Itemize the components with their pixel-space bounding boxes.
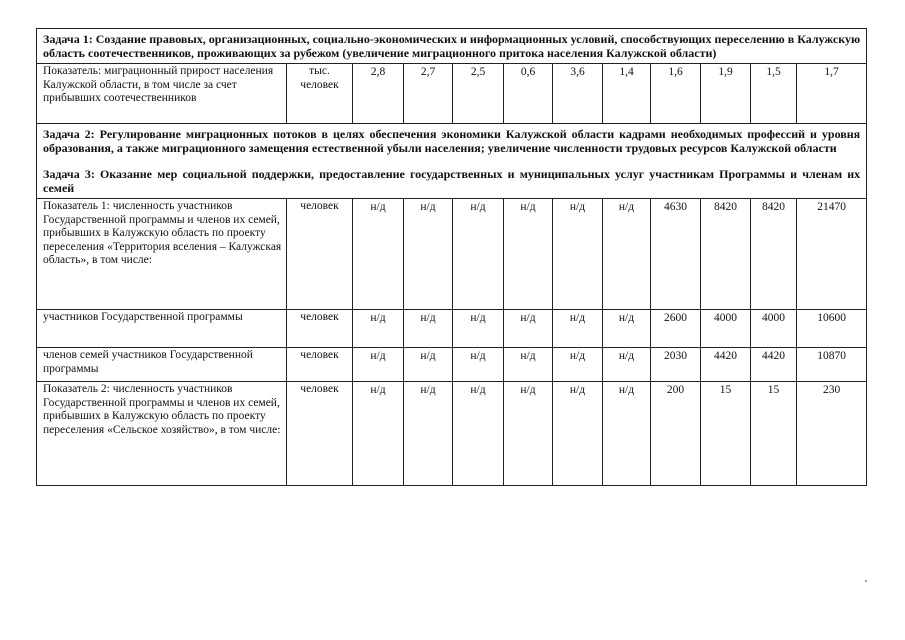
- indicator-2-agriculture: Показатель 2: численность участников Государственной программы и членов их семей, прибывших в Калужскую область по проекту переселения «Сельское хозяйство», в том числе:: [37, 382, 287, 486]
- value-cell: н/д: [353, 310, 404, 348]
- value-cell: 2,7: [404, 64, 453, 124]
- value-cell: 10600: [797, 310, 867, 348]
- task-1-text: Задача 1: Создание правовых, организационных, социально-экономических и информационных условий, способствующих переселению в Калужскую область соотечественников, проживающих за рубежом (увеличение миграционного притока населения Калужской области): [43, 32, 861, 60]
- value-cell: н/д: [504, 382, 553, 486]
- value-cell: н/д: [353, 199, 404, 310]
- value-cell: н/д: [404, 310, 453, 348]
- indicator-migration-growth: Показатель: миграционный прирост населения Калужской области, в том числе за счет прибывших соотечественников: [37, 64, 287, 124]
- value-cell: 4420: [701, 348, 751, 382]
- value-cell: н/д: [553, 199, 603, 310]
- value-cell: н/д: [504, 199, 553, 310]
- value-cell: 1,9: [701, 64, 751, 124]
- value-cell: 3,6: [553, 64, 603, 124]
- task-1-row: [37, 29, 867, 64]
- value-cell: н/д: [603, 310, 651, 348]
- value-cell: 15: [751, 382, 797, 486]
- value-cell: 8420: [701, 199, 751, 310]
- unit-cell: человек: [287, 199, 353, 310]
- value-cell: н/д: [404, 348, 453, 382]
- table-row: [37, 199, 867, 310]
- scan-speck: [865, 580, 867, 582]
- value-cell: н/д: [553, 310, 603, 348]
- value-cell: 10870: [797, 348, 867, 382]
- value-cell: н/д: [353, 348, 404, 382]
- value-cell: н/д: [504, 310, 553, 348]
- indicator-1-participants-total: Показатель 1: численность участников Государственной программы и членов их семей, прибывших в Калужскую область по проекту переселения «Территория вселения – Калужская область», в том числе:: [37, 199, 287, 310]
- value-cell: 2,8: [353, 64, 404, 124]
- value-cell: н/д: [603, 382, 651, 486]
- indicators-table: [36, 28, 867, 486]
- value-cell: 0,6: [504, 64, 553, 124]
- value-cell: н/д: [553, 348, 603, 382]
- task-2-3-heading: [37, 124, 867, 199]
- value-cell: н/д: [453, 348, 504, 382]
- task-1-heading: [37, 29, 867, 64]
- value-cell: 21470: [797, 199, 867, 310]
- value-cell: 8420: [751, 199, 797, 310]
- value-cell: 200: [651, 382, 701, 486]
- value-cell: 4630: [651, 199, 701, 310]
- table-row: [37, 64, 867, 124]
- task-2-3-row: [37, 124, 867, 199]
- value-cell: н/д: [404, 199, 453, 310]
- value-cell: н/д: [453, 382, 504, 486]
- value-cell: 1,7: [797, 64, 867, 124]
- value-cell: н/д: [404, 382, 453, 486]
- unit-cell: человек: [287, 382, 353, 486]
- value-cell: 1,5: [751, 64, 797, 124]
- value-cell: н/д: [453, 199, 504, 310]
- task-2-text: Задача 2: Регулирование миграционных потоков в целях обеспечения экономики Калужской области кадрами необходимых профессий и уровня образования, а также миграционного замещения естественной убыли населения; увеличение численности трудовых ресурсов Калужской области: [43, 127, 861, 155]
- unit-cell: человек: [287, 348, 353, 382]
- value-cell: 230: [797, 382, 867, 486]
- table-row: [37, 310, 867, 348]
- value-cell: н/д: [603, 348, 651, 382]
- value-cell: 4420: [751, 348, 797, 382]
- task-3-text: Задача 3: Оказание мер социальной поддержки, предоставление государственных и муниципальных услуг участникам Программы и членам их семей: [43, 167, 861, 195]
- value-cell: 2600: [651, 310, 701, 348]
- value-cell: 2,5: [453, 64, 504, 124]
- unit-cell: тыс. человек: [287, 64, 353, 124]
- value-cell: 4000: [701, 310, 751, 348]
- value-cell: н/д: [603, 199, 651, 310]
- indicator-program-participants: участников Государственной программы: [37, 310, 287, 348]
- unit-cell: человек: [287, 310, 353, 348]
- value-cell: 2030: [651, 348, 701, 382]
- value-cell: 15: [701, 382, 751, 486]
- value-cell: 1,4: [603, 64, 651, 124]
- table-row: [37, 348, 867, 382]
- value-cell: н/д: [453, 310, 504, 348]
- value-cell: н/д: [553, 382, 603, 486]
- value-cell: н/д: [504, 348, 553, 382]
- value-cell: 4000: [751, 310, 797, 348]
- value-cell: н/д: [353, 382, 404, 486]
- value-cell: 1,6: [651, 64, 701, 124]
- table-row: [37, 382, 867, 486]
- indicator-family-members: членов семей участников Государственной программы: [37, 348, 287, 382]
